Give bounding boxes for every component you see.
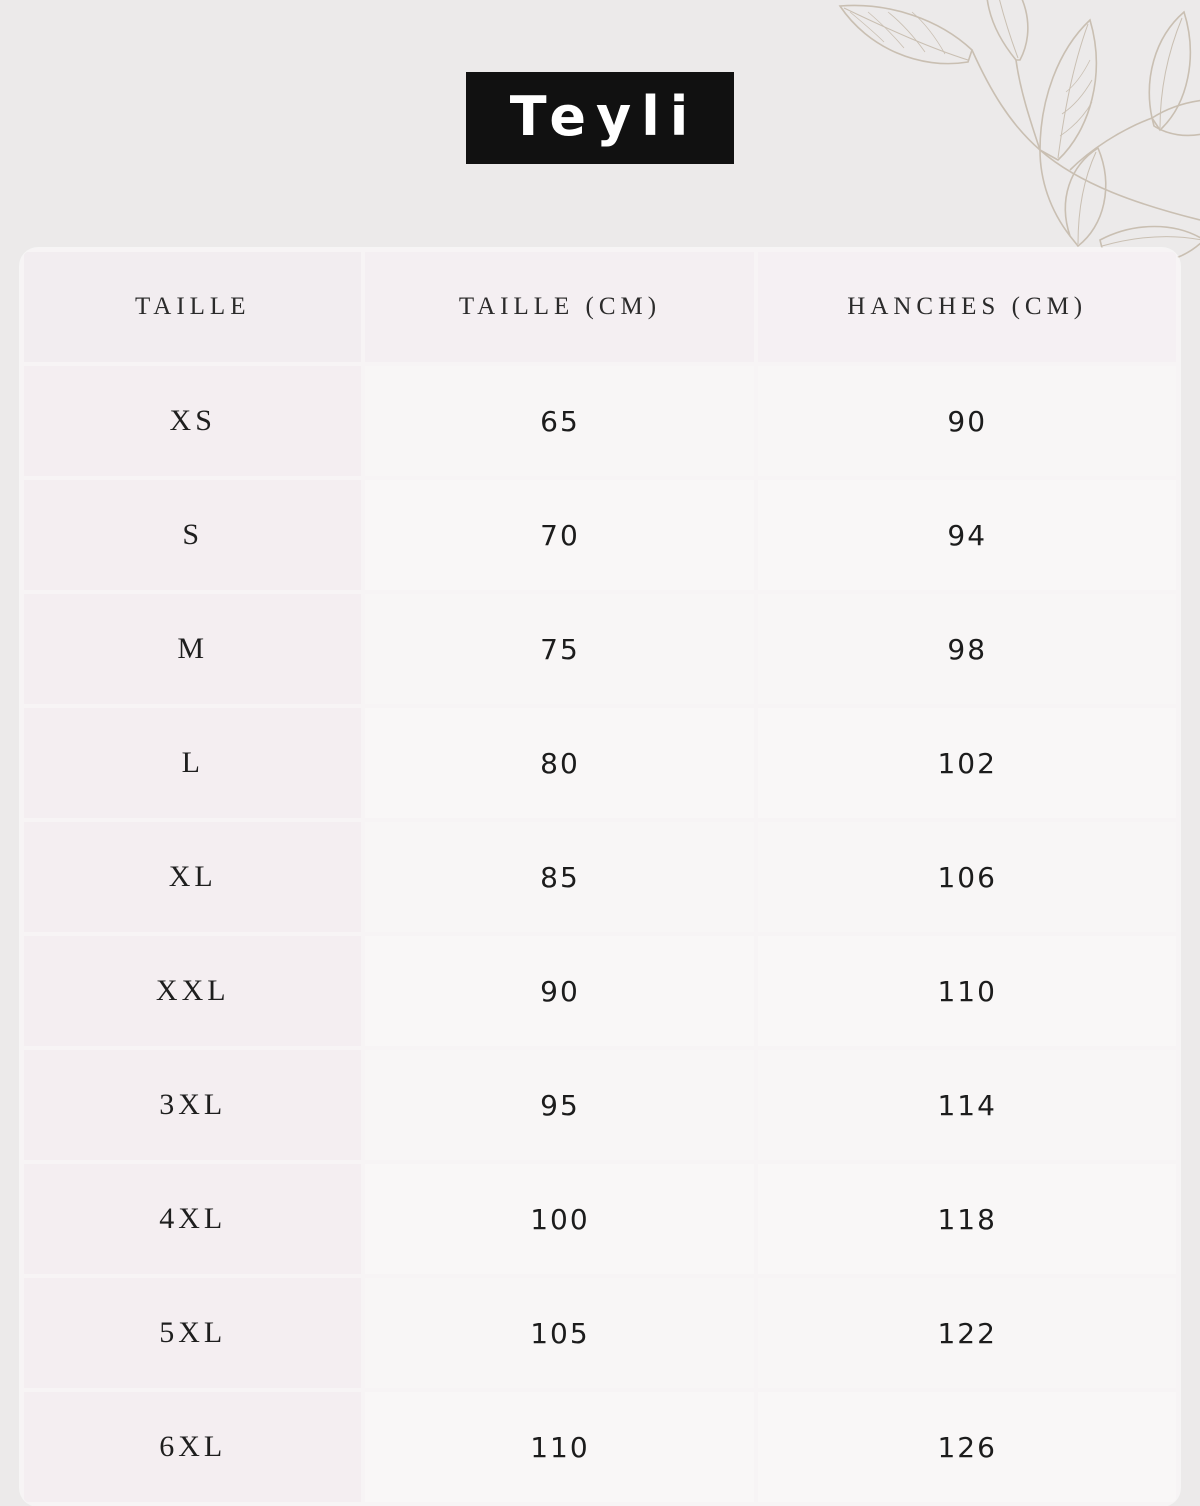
cell-hips: 102 <box>758 708 1176 818</box>
cell-size: S <box>24 480 361 590</box>
table-header-row <box>24 252 1176 362</box>
cell-waist: 75 <box>365 594 754 704</box>
table-row <box>24 936 1176 1046</box>
cell-hips: 122 <box>758 1278 1176 1388</box>
cell-waist: 95 <box>365 1050 754 1160</box>
cell-waist: 65 <box>365 366 754 476</box>
brand-header <box>0 72 1200 164</box>
cell-waist: 110 <box>365 1392 754 1502</box>
column-header-hips: HANCHES (CM) <box>758 252 1176 362</box>
cell-size: L <box>24 708 361 818</box>
table-row <box>24 366 1176 476</box>
table-row <box>24 480 1176 590</box>
table-row <box>24 1278 1176 1388</box>
table-row <box>24 1164 1176 1274</box>
cell-size: M <box>24 594 361 704</box>
column-header-waist: TAILLE (CM) <box>365 252 754 362</box>
table-body <box>24 366 1176 1502</box>
cell-hips: 118 <box>758 1164 1176 1274</box>
table-row <box>24 708 1176 818</box>
cell-hips: 94 <box>758 480 1176 590</box>
cell-hips: 114 <box>758 1050 1176 1160</box>
column-header-size: TAILLE <box>24 252 361 362</box>
cell-size: 6XL <box>24 1392 361 1502</box>
cell-waist: 100 <box>365 1164 754 1274</box>
cell-size: 4XL <box>24 1164 361 1274</box>
cell-hips: 98 <box>758 594 1176 704</box>
table-row <box>24 1050 1176 1160</box>
cell-waist: 85 <box>365 822 754 932</box>
brand-logo: Teyli <box>466 72 735 164</box>
cell-size: XL <box>24 822 361 932</box>
cell-waist: 70 <box>365 480 754 590</box>
table-row <box>24 1392 1176 1502</box>
table-row <box>24 822 1176 932</box>
cell-size: XS <box>24 366 361 476</box>
cell-size: 3XL <box>24 1050 361 1160</box>
table-row <box>24 594 1176 704</box>
table-header <box>24 252 1176 362</box>
size-chart-container <box>20 248 1180 1506</box>
cell-hips: 110 <box>758 936 1176 1046</box>
cell-hips: 106 <box>758 822 1176 932</box>
cell-size: 5XL <box>24 1278 361 1388</box>
cell-hips: 90 <box>758 366 1176 476</box>
cell-waist: 105 <box>365 1278 754 1388</box>
cell-waist: 80 <box>365 708 754 818</box>
cell-waist: 90 <box>365 936 754 1046</box>
size-chart-table <box>20 248 1180 1506</box>
cell-hips: 126 <box>758 1392 1176 1502</box>
cell-size: XXL <box>24 936 361 1046</box>
